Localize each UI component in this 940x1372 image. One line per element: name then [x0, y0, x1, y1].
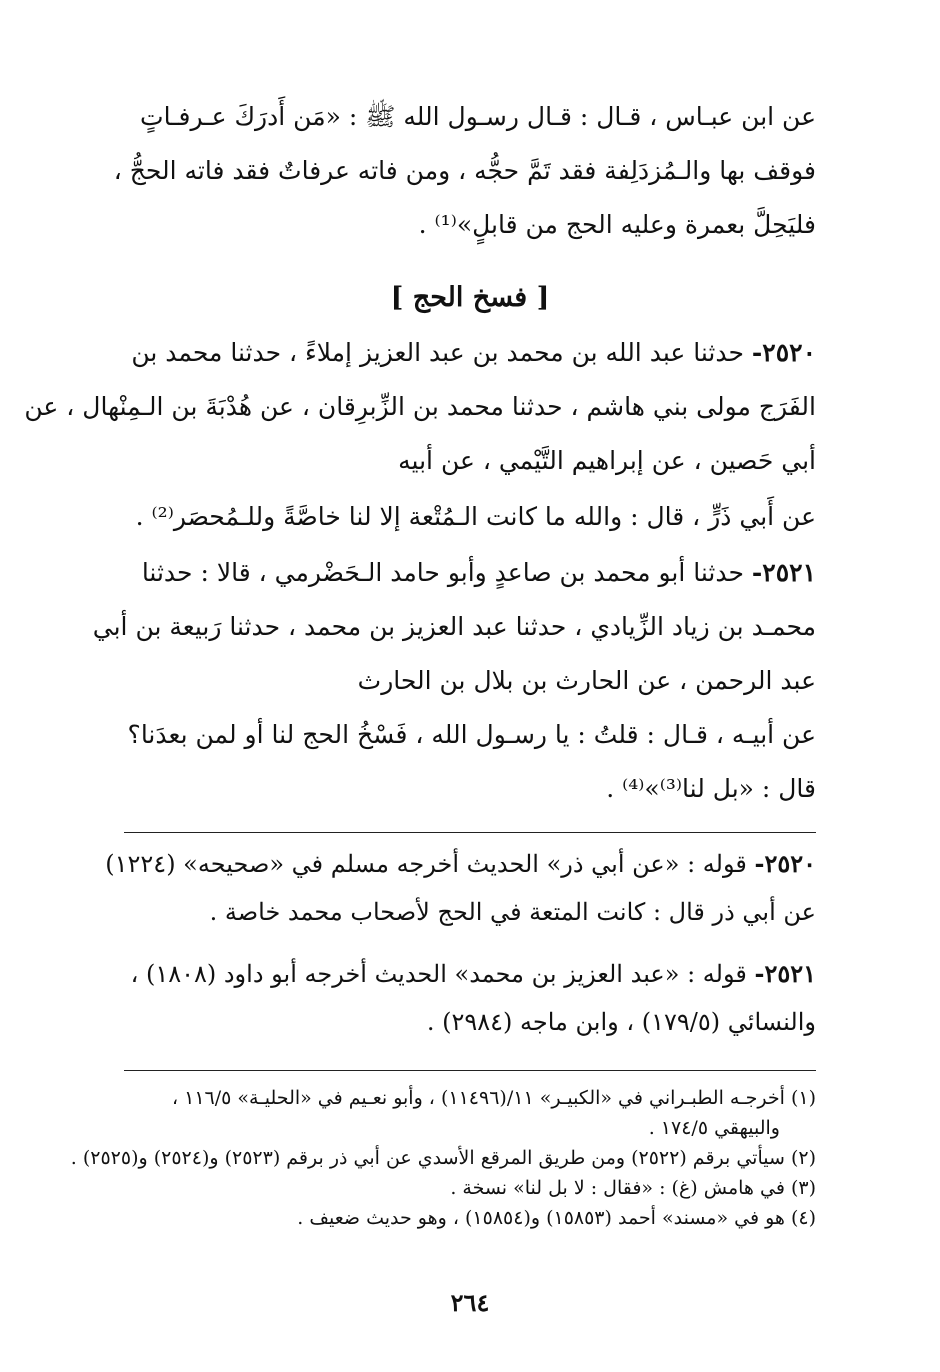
text-line: فليَحِلَّ بعمرة وعليه الحج من قابلٍ»⁽¹⁾ .: [418, 210, 816, 239]
commentary-2521: [124, 950, 816, 1046]
text-line: ٢٥٢١- قوله : «عبد العزيز بن محمد» الحديث أخرجه أبو داود (١٨٠٨) ،: [130, 959, 816, 988]
hadith-2520-matn: [124, 490, 816, 544]
hadith-number: ٢٥٢١-: [751, 558, 816, 587]
text-line: عن أبي ذر قال : كانت المتعة في الحج لأصحاب محمد خاصة .: [209, 898, 816, 926]
footnote-4: (٤) هو في «مسند» أحمد (١٥٨٥٣) و(١٥٨٥٤) ، وهو حديث ضعيف .: [297, 1207, 816, 1229]
note-number: ٢٥٢٠-: [754, 849, 816, 878]
hadith-2521-matn: [124, 708, 816, 816]
text-line: محمـد بن زياد الزِّيادي ، حدثنا عبد العزيز بن محمد ، حدثنا رَبيعة بن أبي: [92, 612, 816, 641]
footnote-1: (١) أخرجـه الطبـراني في «الكبيـر» ١١/(١١٤٩٦) ، وأبو نعـيم في «الحليـة» ١١٦/٥ ،: [171, 1087, 816, 1109]
footnote-3: (٣) في هامش (غ) : «فقال : لا بل لنا» نسخة .: [450, 1177, 816, 1199]
text-line: قال : «بل لنا⁽³⁾»⁽⁴⁾ .: [606, 774, 816, 803]
text-line: أبي حَصين ، عن إبراهيم التَّيْمي ، عن أبيه: [398, 446, 816, 475]
text-line: عن أبيـه ، قـال : قلتُ : يا رسـول الله ، فَسْخُ الحج لنا أو لمن بعدَنا؟: [127, 720, 816, 749]
hadith-2520-isnad: [24, 326, 816, 488]
footnotes: [70, 1083, 816, 1233]
text-line: ٢٥٢١- حدثنا أبو محمد بن صاعدٍ وأبو حامد الـحَضْرمي ، قالا : حدثنا: [141, 558, 816, 587]
commentary-2520: [105, 840, 816, 936]
note-number: ٢٥٢١-: [754, 959, 816, 988]
footnote-2: (٢) سيأتي برقم (٢٥٢٢) ومن طريق المرقع الأسدي عن أبي ذر برقم (٢٥٢٣) و(٢٥٢٤) و(٢٥٢٥) .: [70, 1147, 816, 1169]
text-line: والنسائي (١٧٩/٥) ، وابن ماجه (٢٩٨٤) .: [426, 1008, 816, 1036]
text-line: فوقف بها والـمُزدَلِفة فقد تَمَّ حجُّه ، ومن فاته عرفاتٌ فقد فاته الحجُّ ،: [113, 156, 816, 185]
text-line: ٢٥٢٠- قوله : «عن أبي ذر» الحديث أخرجه مسلم في «صحيحه» (١٢٢٤): [105, 849, 816, 878]
text-line: ٢٥٢٠- حدثنا عبد الله بن محمد بن عبد العزيز إملاءً ، حدثنا محمد بن: [131, 338, 816, 367]
hadith-2521-isnad: [92, 546, 816, 708]
text-line: عن ابن عبـاس ، قـال : قـال رسـول الله ﷺ : «مَن أَدرَكَ عـرفـاتٍ: [140, 102, 816, 131]
text-line: الفَرَج مولى بني هاشم ، حدثنا محمد بن الزِّبرِقان ، عن هُدْبَةَ بن الـمِنْهال ، عن: [24, 392, 816, 421]
divider: [124, 832, 816, 833]
section-heading: [ فسخ الحج ]: [390, 282, 550, 313]
text-line: عن أَبي ذَرٍّ ، قال : والله ما كانت الـمُتْعة إلا لنا خاصَّةً وللـمُحصَر⁽²⁾ .: [135, 502, 816, 531]
hadith-text-ibn-abbas: [113, 90, 816, 252]
text-line: عبد الرحمن ، عن الحارث بن بلال بن الحارث: [357, 666, 816, 695]
hadith-number: ٢٥٢٠-: [751, 338, 816, 367]
footnote-1-cont: والبيهقي ١٧٤/٥ .: [648, 1117, 780, 1139]
page-number: ٢٦٤: [450, 1288, 490, 1317]
divider: [124, 1070, 816, 1071]
